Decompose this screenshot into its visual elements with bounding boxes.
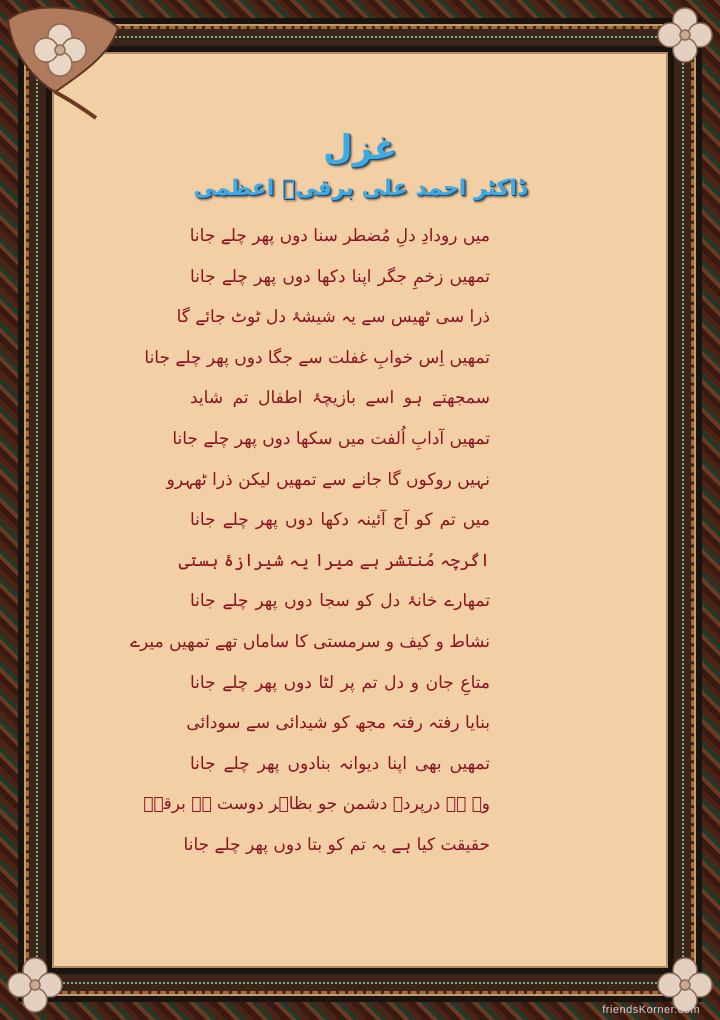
verse-line: میں تم کو آج آئینہ دکھا دوں پھر چلے جانا [190,510,490,531]
verse-line: بنایا رفتہ رفتہ مجھ کو شیدائی سے سودائی [186,713,490,734]
verse-line: سمجھتے ہو اسے بازیچۂ اطفال تم شاید [190,388,490,409]
verse-line: ذرا سی ٹھیس سے یہ شیشۂ دل ٹوٹ جائے گا [176,307,490,328]
clover-flower-icon [0,950,70,1020]
verse-line: تمھیں آدابِ اُلفت میں سکھا دوں پھر چلے جانا [172,428,490,449]
verse-line: تمھیں اِس خوابِ غفلت سے جگا دوں پھر چلے جانا [144,347,490,368]
poet-name: ڈاکٹر احمد علی برقیؔ اعظمی [193,176,527,201]
poem-title: غزل [323,128,397,168]
clover-flower-icon [650,0,720,70]
verse-line: حقیقت کیا ہے یہ تم کو بتا دوں پھر چلے جانا [183,834,490,855]
verse-line: وہ ہے درپردہ دشمن جو بظاہر دوست ہے برقیؔ [143,794,490,815]
watermark: friendsKorner.com [602,1004,700,1016]
verse-line: میں رودادِ دلِ مُضطر سنا دوں پھر چلے جانا [189,226,490,246]
poem-body [130,216,490,866]
verse-line: نشاط و کیف و سرمستی کا ساماں تھے تمھیں میرے [130,631,490,652]
leaf-ornament-icon [0,0,130,120]
verse-line: متاعِ جان و دل تم پر لٹا دوں پھر چلے جانا [190,672,490,693]
verse-line: تمھارے خانۂ دل کو سجا دوں پھر چلے جانا [190,591,490,612]
verse-line: نہیں روکوں گا جانے سے تمھیں لیکن ذرا ٹھہرو [166,469,490,490]
verse-line: تمھیں بھی اپنا دیوانہ بنادوں پھر چلے جانا [190,753,490,774]
verse-line: اگرچہ مُنتشر ہے میرا یہ شیرازۂ ہستی [178,550,490,571]
verse-line: تمھیں زخمِ جگر اپنا دکھا دوں پھر چلے جانا [190,266,490,287]
